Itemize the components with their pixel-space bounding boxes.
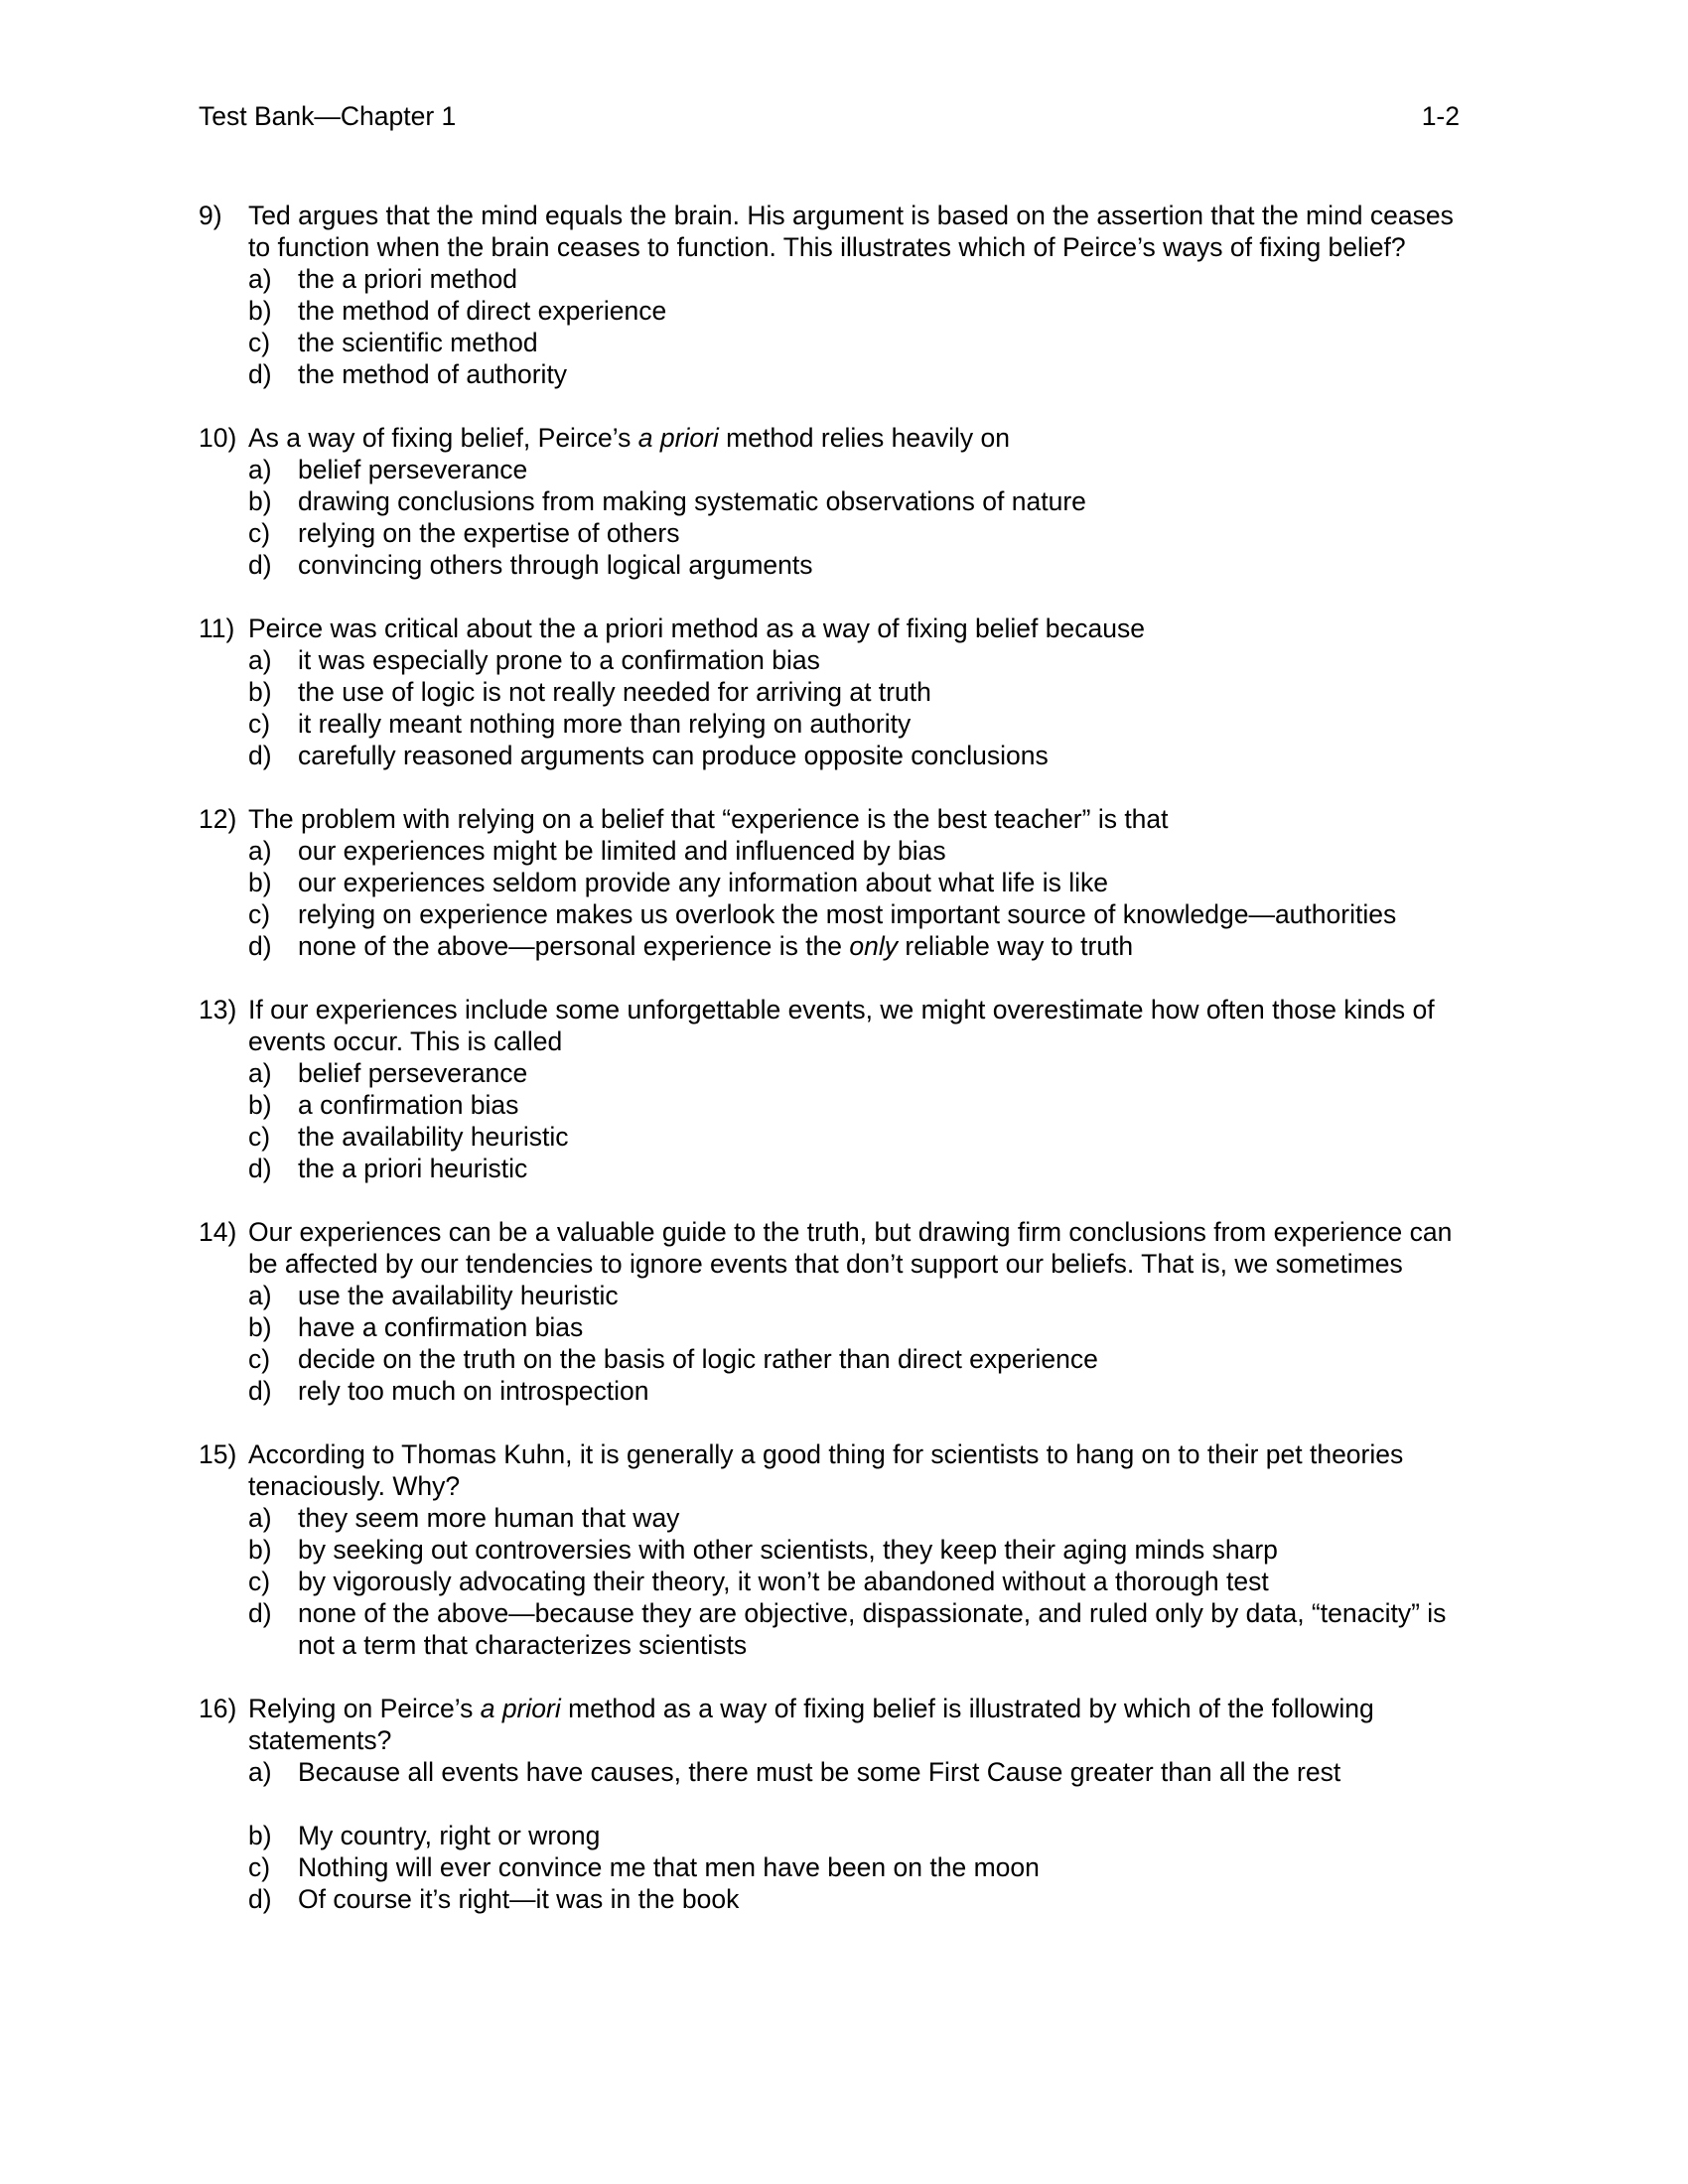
- question-number: 16): [199, 1694, 237, 1723]
- answer-option: [199, 358, 1479, 390]
- text-run: our experiences seldom provide any information about what life is like: [298, 868, 1109, 897]
- option-letter: a): [248, 1757, 272, 1787]
- option-letter: c): [248, 1852, 271, 1882]
- option-text: [298, 1376, 649, 1406]
- answer-options: [199, 454, 1479, 581]
- option-text: [298, 1154, 527, 1183]
- question-item: [199, 422, 1479, 581]
- option-text: [298, 296, 666, 326]
- option-letter: b): [248, 1821, 272, 1850]
- text-run: My country, right or wrong: [298, 1821, 601, 1850]
- option-text: [298, 1090, 518, 1120]
- question-stem: [199, 422, 1479, 454]
- text-run: Nothing will ever convince me that men have been on the moon: [298, 1852, 1040, 1882]
- question-stem: [199, 613, 1479, 644]
- answer-option: [199, 898, 1479, 930]
- option-text: [298, 1821, 600, 1850]
- answer-option: [199, 1311, 1479, 1343]
- answer-options: [199, 1280, 1479, 1407]
- text-run: relying on experience makes us overlook the most important source of knowledge—authorities: [298, 899, 1397, 929]
- option-letter: d): [248, 550, 272, 580]
- option-letter: d): [248, 931, 272, 961]
- answer-option: [199, 1153, 1479, 1184]
- option-letter: d): [248, 359, 272, 389]
- option-letter: a): [248, 645, 272, 675]
- option-text: [298, 931, 1133, 961]
- question-item: [199, 803, 1479, 962]
- question-item: [199, 994, 1479, 1184]
- answer-option: [199, 454, 1479, 485]
- option-letter: c): [248, 1122, 271, 1152]
- italic-text-run: a priori: [480, 1694, 561, 1723]
- option-letter: c): [248, 709, 271, 739]
- text-run: carefully reasoned arguments can produce opposite conclusions: [298, 741, 1049, 770]
- answer-option: [199, 1756, 1479, 1788]
- answer-options: [199, 835, 1479, 962]
- option-text: [298, 1344, 1098, 1374]
- text-run: have a confirmation bias: [298, 1312, 584, 1342]
- answer-option: [199, 835, 1479, 867]
- option-text: [298, 709, 911, 739]
- answer-option: [199, 708, 1479, 740]
- option-text: [298, 899, 1396, 929]
- question-list: [199, 200, 1479, 1947]
- answer-option: [199, 1057, 1479, 1089]
- header-title: Test Bank—Chapter 1: [199, 101, 457, 131]
- text-run: reliable way to truth: [898, 931, 1134, 961]
- option-letter: b): [248, 1090, 272, 1120]
- text-run: the use of logic is not really needed for arriving at truth: [298, 677, 931, 707]
- answer-option: [199, 1343, 1479, 1375]
- text-run: Our experiences can be a valuable guide to the truth, but drawing firm conclusions from experience can be affected by our tendencies to ignore events that don’t support our beliefs. That is, we sometimes: [248, 1217, 1453, 1279]
- option-text: [298, 741, 1049, 770]
- text-run: a confirmation bias: [298, 1090, 519, 1120]
- answer-option: [199, 867, 1479, 898]
- answer-options: [199, 1502, 1479, 1661]
- option-letter: d): [248, 741, 272, 770]
- text-run: the availability heuristic: [298, 1122, 569, 1152]
- text-run: As a way of fixing belief, Peirce’s: [248, 423, 638, 453]
- option-letter: c): [248, 1344, 271, 1374]
- question-item: [199, 1216, 1479, 1407]
- text-run: it was especially prone to a confirmation bias: [298, 645, 820, 675]
- answer-option: [199, 1121, 1479, 1153]
- option-text: [298, 645, 820, 675]
- answer-option: [199, 1534, 1479, 1566]
- answer-option: [199, 1502, 1479, 1534]
- option-letter: b): [248, 868, 272, 897]
- answer-option: [199, 740, 1479, 771]
- text-run: none of the above—because they are objective, dispassionate, and ruled only by data, “tenacity” is not a term that characterizes scientists: [298, 1598, 1447, 1660]
- text-run: Because all events have causes, there must be some First Cause greater than all the rest: [298, 1757, 1341, 1787]
- option-text: [298, 1757, 1340, 1787]
- option-text: [298, 677, 931, 707]
- answer-option: [199, 327, 1479, 358]
- answer-options: [199, 644, 1479, 771]
- option-text: [298, 359, 567, 389]
- answer-option: [199, 1089, 1479, 1121]
- question-text: [248, 1439, 1403, 1501]
- option-text: [298, 264, 517, 294]
- answer-option: [199, 485, 1479, 517]
- text-run: Ted argues that the mind equals the brain. His argument is based on the assertion that the mind ceases to function when the brain ceases to function. This illustrates which of Peirce’s ways of fixing belief?: [248, 201, 1454, 262]
- option-letter: d): [248, 1154, 272, 1183]
- text-run: they seem more human that way: [298, 1503, 680, 1533]
- text-run: the a priori method: [298, 264, 517, 294]
- text-run: Of course it’s right—it was in the book: [298, 1884, 740, 1914]
- question-text: [248, 1217, 1452, 1279]
- question-stem: [199, 1216, 1479, 1280]
- answer-options: [199, 1057, 1479, 1184]
- option-letter: d): [248, 1598, 272, 1628]
- question-item: [199, 200, 1479, 390]
- question-text: [248, 614, 1145, 643]
- option-letter: a): [248, 455, 272, 484]
- option-letter: a): [248, 1503, 272, 1533]
- question-number: 12): [199, 804, 237, 834]
- answer-option: [199, 644, 1479, 676]
- option-letter: b): [248, 1535, 272, 1565]
- question-text: [248, 995, 1435, 1056]
- question-stem: [199, 1693, 1479, 1756]
- answer-option: [199, 1375, 1479, 1407]
- option-letter: c): [248, 518, 271, 548]
- answer-option: [199, 1597, 1479, 1661]
- text-run: the a priori heuristic: [298, 1154, 528, 1183]
- option-text: [298, 1058, 527, 1088]
- question-item: [199, 613, 1479, 771]
- question-text: [248, 1694, 1374, 1755]
- option-letter: c): [248, 1567, 271, 1596]
- question-text: [248, 201, 1454, 262]
- text-run: If our experiences include some unforgettable events, we might overestimate how often those kinds of events occur. This is called: [248, 995, 1435, 1056]
- answer-option: [199, 517, 1479, 549]
- text-run: the scientific method: [298, 328, 538, 357]
- text-run: convincing others through logical arguments: [298, 550, 813, 580]
- option-letter: a): [248, 264, 272, 294]
- option-letter: d): [248, 1884, 272, 1914]
- answer-option: [199, 1851, 1479, 1883]
- question-number: 11): [199, 614, 235, 643]
- option-text: [298, 486, 1086, 516]
- answer-option: [199, 930, 1479, 962]
- text-run: it really meant nothing more than relying on authority: [298, 709, 912, 739]
- option-text: [298, 1312, 583, 1342]
- answer-option: [199, 1820, 1479, 1851]
- text-run: Relying on Peirce’s: [248, 1694, 481, 1723]
- italic-text-run: a priori: [637, 423, 719, 453]
- question-stem: [199, 1438, 1479, 1502]
- answer-option: [199, 1566, 1479, 1597]
- text-run: Peirce was critical about the a priori method as a way of fixing belief because: [248, 614, 1145, 643]
- question-stem: [199, 200, 1479, 263]
- text-run: method relies heavily on: [718, 423, 1010, 453]
- text-run: the method of authority: [298, 359, 568, 389]
- option-text: [298, 518, 679, 548]
- question-number: 13): [199, 995, 237, 1024]
- option-letter: b): [248, 486, 272, 516]
- question-number: 9): [199, 201, 222, 230]
- answer-option: [199, 1280, 1479, 1311]
- question-item: [199, 1693, 1479, 1915]
- text-run: drawing conclusions from making systematic observations of nature: [298, 486, 1086, 516]
- option-letter: d): [248, 1376, 272, 1406]
- answer-option: [199, 1883, 1479, 1915]
- question-number: 15): [199, 1439, 237, 1469]
- text-run: decide on the truth on the basis of logic rather than direct experience: [298, 1344, 1098, 1374]
- text-run: belief perseverance: [298, 455, 528, 484]
- text-run: method as a way of fixing belief is illustrated by which of the following statements?: [248, 1694, 1374, 1755]
- option-letter: b): [248, 677, 272, 707]
- text-run: belief perseverance: [298, 1058, 528, 1088]
- question-item: [199, 1438, 1479, 1661]
- option-text: [298, 1281, 619, 1310]
- question-stem: [199, 803, 1479, 835]
- option-letter: c): [248, 328, 271, 357]
- option-text: [298, 455, 527, 484]
- question-number: 14): [199, 1217, 237, 1247]
- text-run: the method of direct experience: [298, 296, 667, 326]
- answer-option: [199, 263, 1479, 295]
- question-stem: [199, 994, 1479, 1057]
- question-text: [248, 423, 1010, 453]
- text-run: The problem with relying on a belief that “experience is the best teacher” is that: [248, 804, 1169, 834]
- page-header: [199, 100, 1460, 132]
- option-text: [298, 1598, 1446, 1660]
- text-run: none of the above—personal experience is the: [298, 931, 850, 961]
- option-text: [298, 1503, 679, 1533]
- option-text: [298, 1122, 569, 1152]
- option-text: [298, 836, 946, 866]
- text-run: According to Thomas Kuhn, it is generally a good thing for scientists to hang on to their pet theories tenaciously. Why?: [248, 1439, 1404, 1501]
- text-run: use the availability heuristic: [298, 1281, 619, 1310]
- text-run: our experiences might be limited and influenced by bias: [298, 836, 946, 866]
- option-letter: a): [248, 1058, 272, 1088]
- italic-text-run: only: [849, 931, 899, 961]
- option-text: [298, 328, 538, 357]
- option-text: [298, 550, 813, 580]
- option-text: [298, 1535, 1278, 1565]
- text-run: relying on the expertise of others: [298, 518, 680, 548]
- option-text: [298, 1567, 1269, 1596]
- option-letter: a): [248, 1281, 272, 1310]
- option-text: [298, 1852, 1040, 1882]
- option-text: [298, 868, 1108, 897]
- question-number: 10): [199, 423, 237, 453]
- text-run: rely too much on introspection: [298, 1376, 649, 1406]
- option-letter: a): [248, 836, 272, 866]
- text-run: by vigorously advocating their theory, it won’t be abandoned without a thorough test: [298, 1567, 1269, 1596]
- question-text: [248, 804, 1169, 834]
- option-letter: c): [248, 899, 271, 929]
- answer-options: [199, 263, 1479, 390]
- option-letter: b): [248, 1312, 272, 1342]
- text-run: by seeking out controversies with other scientists, they keep their aging minds sharp: [298, 1535, 1278, 1565]
- page-number: 1-2: [1421, 101, 1460, 131]
- option-text: [298, 1884, 739, 1914]
- answer-options: [199, 1756, 1479, 1915]
- option-letter: b): [248, 296, 272, 326]
- answer-option: [199, 676, 1479, 708]
- answer-option: [199, 549, 1479, 581]
- answer-option: [199, 295, 1479, 327]
